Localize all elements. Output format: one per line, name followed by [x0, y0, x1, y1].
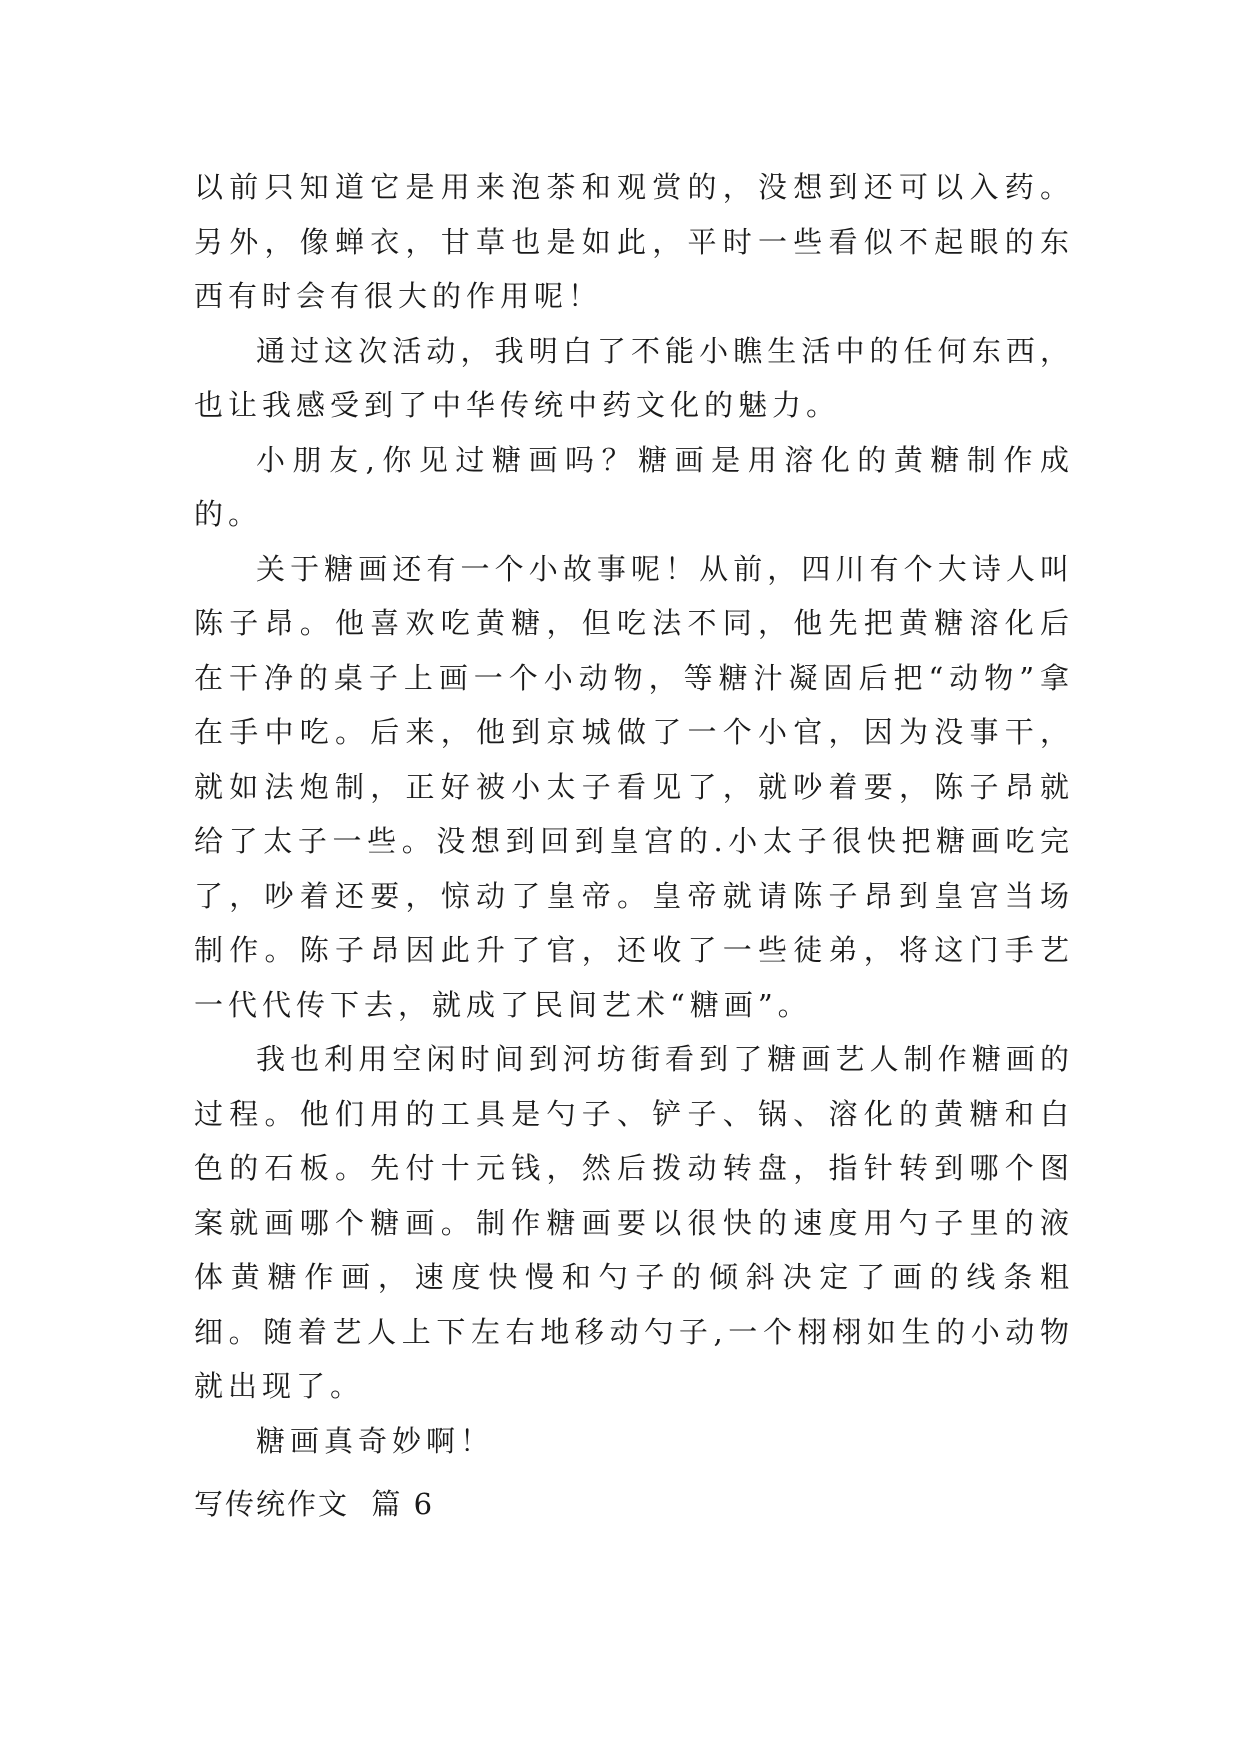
- paragraph-3: 小朋友,你见过糖画吗？糖画是用溶化的黄糖制作成的。: [194, 442, 1074, 531]
- paragraph-6: 糖画真奇妙啊！: [256, 1423, 495, 1458]
- paragraph-1: 以前只知道它是用来泡茶和观赏的，没想到还可以入药。另外，像蝉衣，甘草也是如此，平时一些看似不起眼的东西有时会有很大的作用呢！: [194, 170, 1074, 313]
- paragraph-2: 通过这次活动，我明白了不能小瞧生活中的任何东西，也让我感受到了中华传统中药文化的魅力。: [194, 333, 1074, 422]
- paragraph-4: 关于糖画还有一个小故事呢！从前，四川有个大诗人叫陈子昂。他喜欢吃黄糖，但吃法不同，他先把黄糖溶化后在干净的桌子上画一个小动物，等糖汁凝固后把“动物”拿在手中吃。后来，他到京城做了一个小官，因为没事干，就如法炮制，正好被小太子看见了，就吵着要，陈子昂就给了太子一些。没想到回到皇宫的.小太子很快把糖画吃完了，吵着还要，惊动了皇帝。皇帝就请陈子昂到皇宫当场制作。陈子昂因此升了官，还收了一些徒弟，将这门手艺一代代传下去，就成了民间艺术“糖画”。: [194, 551, 1074, 1022]
- paragraph-5: 我也利用空闲时间到河坊街看到了糖画艺人制作糖画的过程。他们用的工具是勺子、铲子、锅、溶化的黄糖和白色的石板。先付十元钱，然后拨动转盘，指针转到哪个图案就画哪个糖画。制作糖画要以很快的速度用勺子里的液体黄糖作画，速度快慢和勺子的倾斜决定了画的线条粗细。随着艺人上下左右地移动勺子,一个栩栩如生的小动物就出现了。: [194, 1042, 1074, 1403]
- article-body: [194, 160, 1074, 1468]
- section-heading: 写传统作文 篇 6: [194, 1487, 435, 1521]
